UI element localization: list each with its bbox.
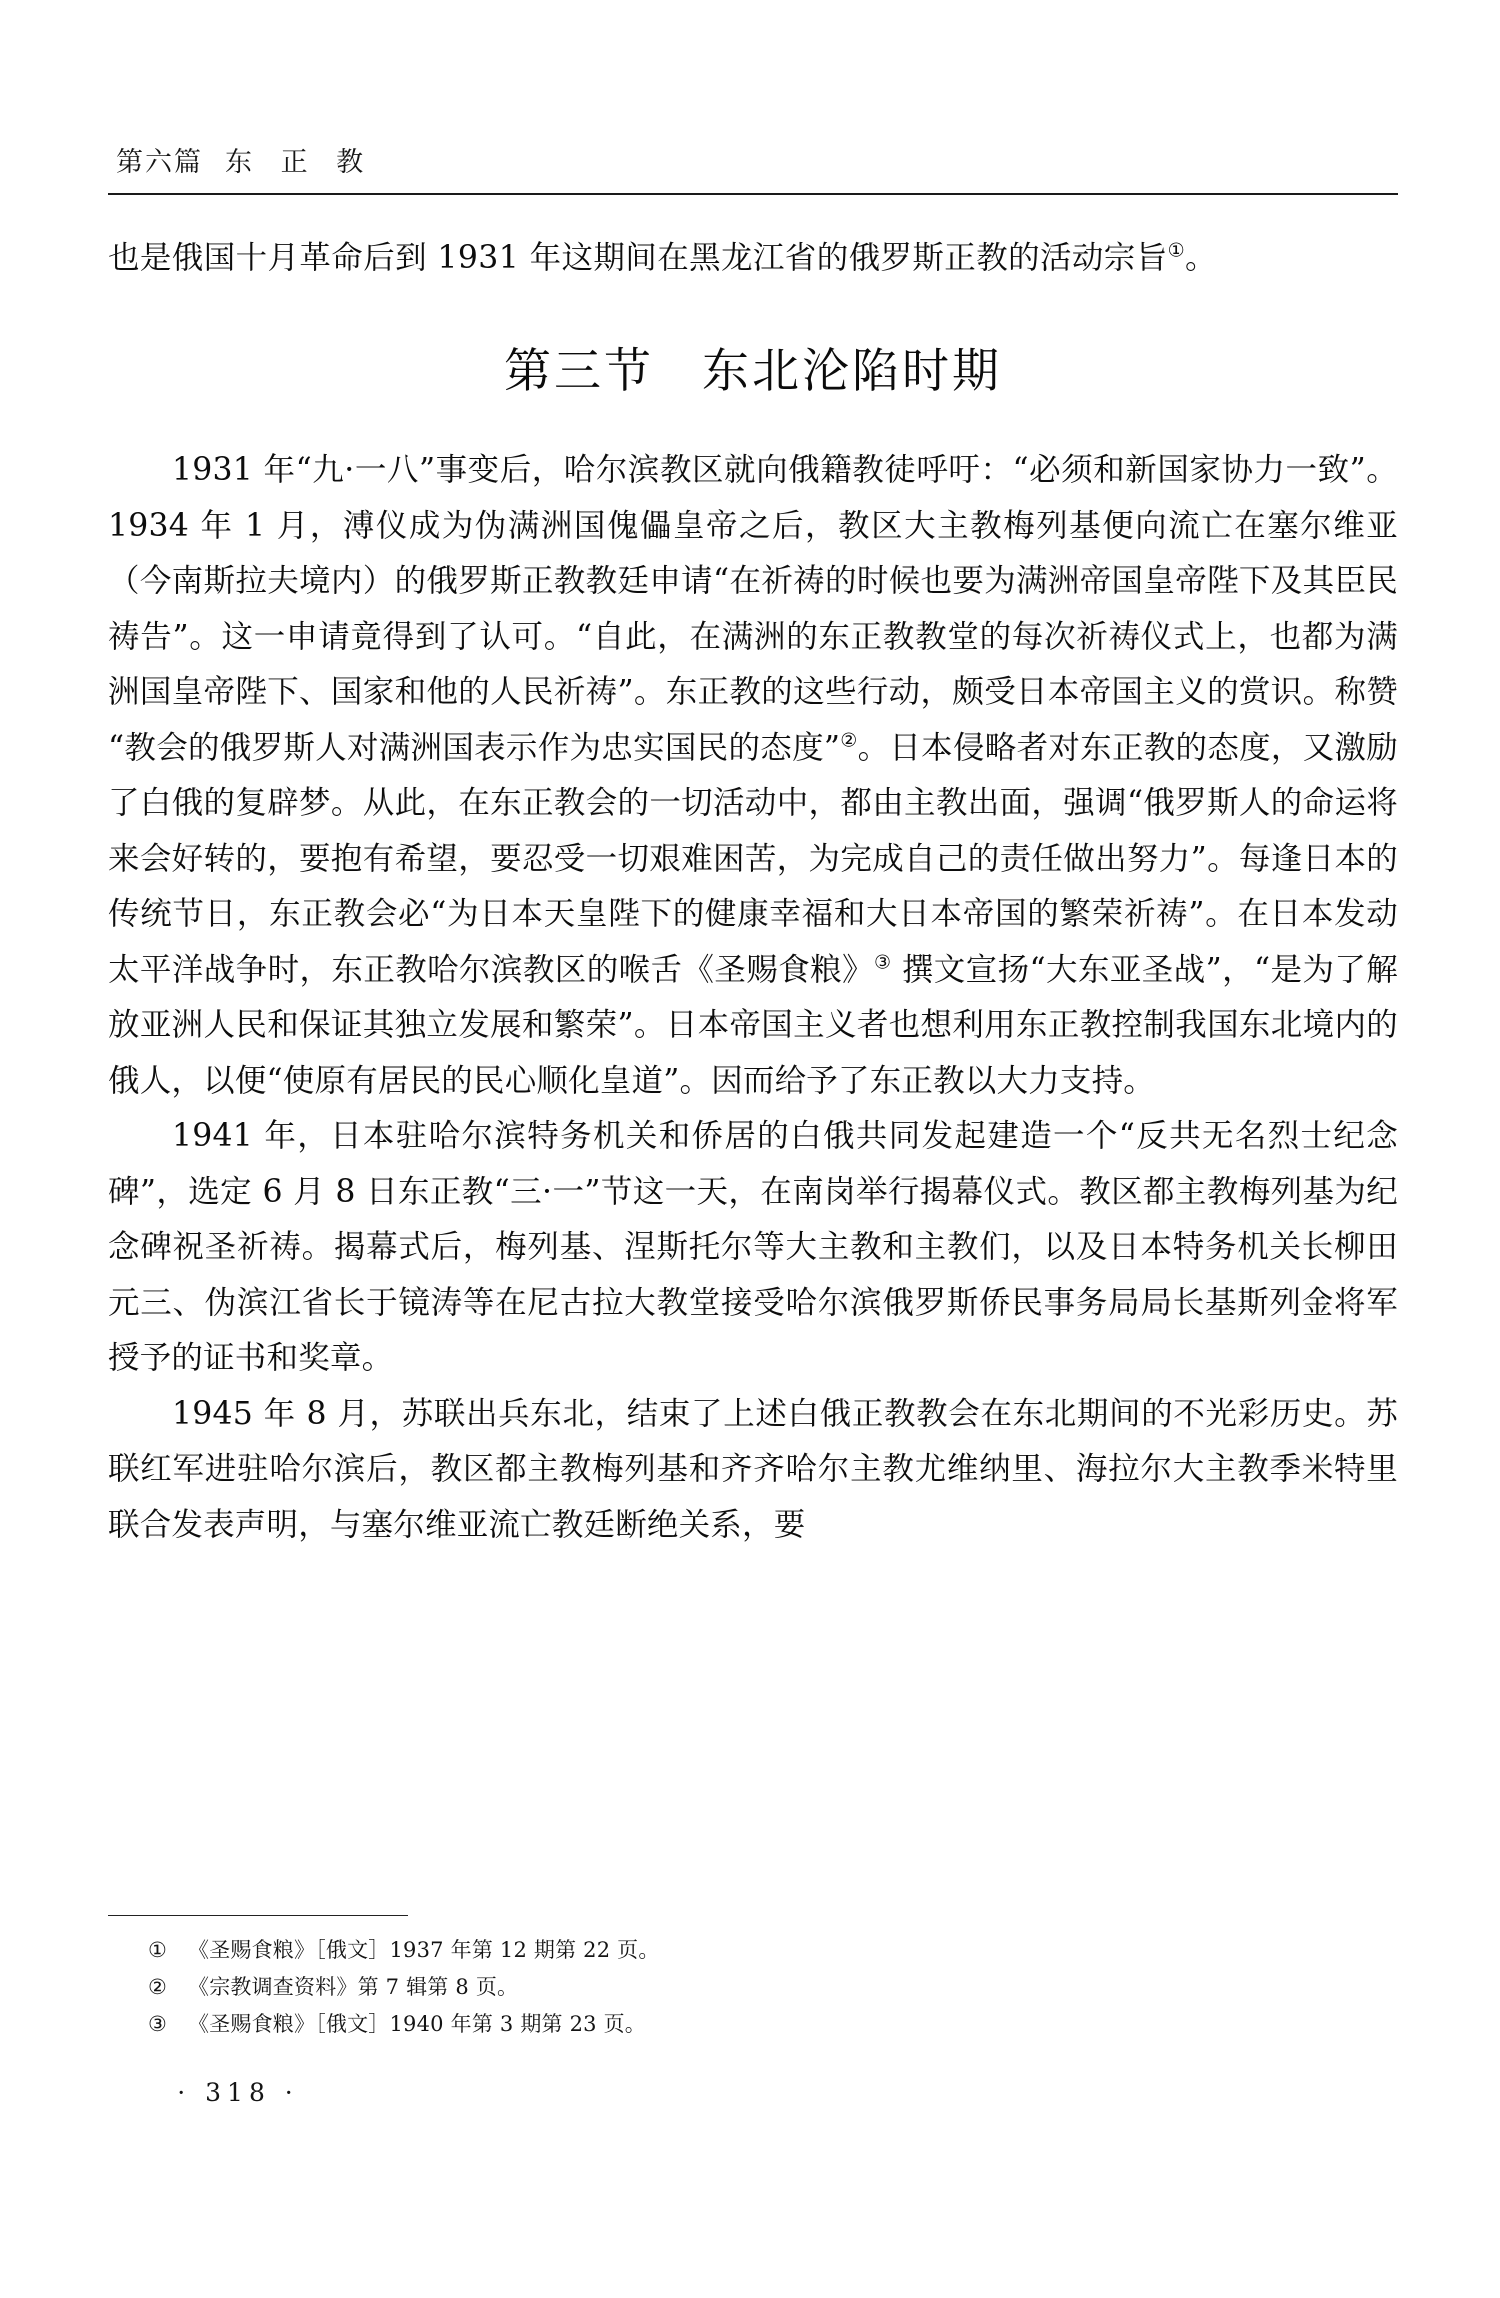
footnote-area — [108, 1915, 1398, 2043]
running-head — [108, 140, 1398, 179]
lead-paragraph-end: 。 — [1185, 240, 1217, 276]
footnote-item — [108, 1932, 1398, 1969]
footnote-item — [108, 1969, 1398, 2006]
footnote-item — [108, 2006, 1398, 2043]
paragraph-text-segment: 撰文宣扬“大东亚圣战”，“是为了解放亚洲人民和保证其独立发展和繁荣”。日本帝国主义者也想利用东正教控制我国东北境内的俄人，以便“使原有居民的民心顺化皇道”。因而给予了东正教以大力支持。 — [108, 951, 1398, 1099]
page-content — [108, 140, 1398, 1553]
paragraph-text-segment: 。日本侵略者对东正教的态度，又激励了白俄的复辟梦。从此，在东正教会的一切活动中，都由主教出面，强调“俄罗斯人的命运将来会好转的，要抱有希望，要忍受一切艰难困苦，为完成自己的责任做出努力”。每逢日本的传统节日，东正教会必“为日本天皇陛下的健康幸福和大日本帝国的繁荣祈祷”。在日本发动太平洋战争时，东正教哈尔滨教区的喉舌《圣赐食粮》 — [108, 729, 1398, 988]
running-head-chapter-title: 东 正 教 — [225, 147, 374, 178]
lead-paragraph — [108, 231, 1398, 286]
paragraph-text-segment: 1931 年“九·一八”事变后，哈尔滨教区就向俄籍教徒呼吁：“必须和新国家协力一致”。1934 年 1 月，溥仪成为伪满洲国傀儡皇帝之后，教区大主教梅列基便向流亡在塞尔维亚（今南斯拉夫境内）的俄罗斯正教教廷申请“在祈祷的时候也要为满洲帝国皇帝陛下及其臣民祷告”。这一申请竟得到了认可。“自此，在满洲的东正教教堂的每次祈祷仪式上，也都为满洲国皇帝陛下、国家和他的人民祈祷”。东正教的这些行动，颇受日本帝国主义的赏识。称赞“教会的俄罗斯人对满洲国表示作为忠实国民的态度” — [108, 452, 1398, 766]
section-title-prefix: 第三节 — [504, 344, 654, 399]
footnote-marker: ② — [148, 1975, 168, 1999]
footnote-text: 《宗教调查资料》第 7 辑第 8 页。 — [188, 1975, 519, 1999]
lead-paragraph-text: 也是俄国十月革命后到 1931 年这期间在黑龙江省的俄罗斯正教的活动宗旨 — [108, 240, 1168, 276]
footnote-ref-1[interactable]: ① — [1167, 239, 1186, 262]
section-title — [108, 334, 1398, 401]
footnote-divider — [108, 1915, 408, 1916]
footnote-text: 《圣赐食粮》［俄文］1940 年第 3 期第 23 页。 — [188, 2012, 647, 2036]
running-head-chapter-label: 第六篇 — [116, 147, 203, 178]
section-title-name: 东北沦陷时期 — [702, 344, 1002, 399]
body-paragraph: 1945 年 8 月，苏联出兵东北，结束了上述白俄正教教会在东北期间的不光彩历史。苏联红军进驻哈尔滨后，教区都主教梅列基和齐齐哈尔主教尤维纳里、海拉尔大主教季米特里联合发表声明，与塞尔维亚流亡教廷断绝关系，要 — [108, 1395, 1398, 1543]
footnote-text: 《圣赐食粮》［俄文］1937 年第 12 期第 22 页。 — [188, 1938, 660, 1962]
header-divider — [108, 193, 1398, 195]
body-paragraph — [108, 443, 1398, 1109]
footnote-ref-2[interactable]: ② — [840, 729, 858, 751]
footnote-ref-3[interactable]: ③ — [873, 951, 892, 973]
body-paragraph: 1941 年，日本驻哈尔滨特务机关和侨居的白俄共同发起建造一个“反共无名烈士纪念碑”，选定 6 月 8 日东正教“三·一”节这一天，在南岗举行揭幕仪式。教区都主教梅列基为纪念碑祝圣祈祷。揭幕式后，梅列基、涅斯托尔等大主教和主教们，以及日本特务机关长柳田元三、伪滨江省长于镜涛等在尼古拉大教堂接受哈尔滨俄罗斯侨民事务局局长基斯列金将军授予的证书和奖章。 — [108, 1118, 1398, 1376]
footnote-marker: ③ — [148, 2012, 168, 2036]
page-number: · 318 · — [177, 2078, 299, 2107]
footnote-marker: ① — [148, 1938, 168, 1962]
